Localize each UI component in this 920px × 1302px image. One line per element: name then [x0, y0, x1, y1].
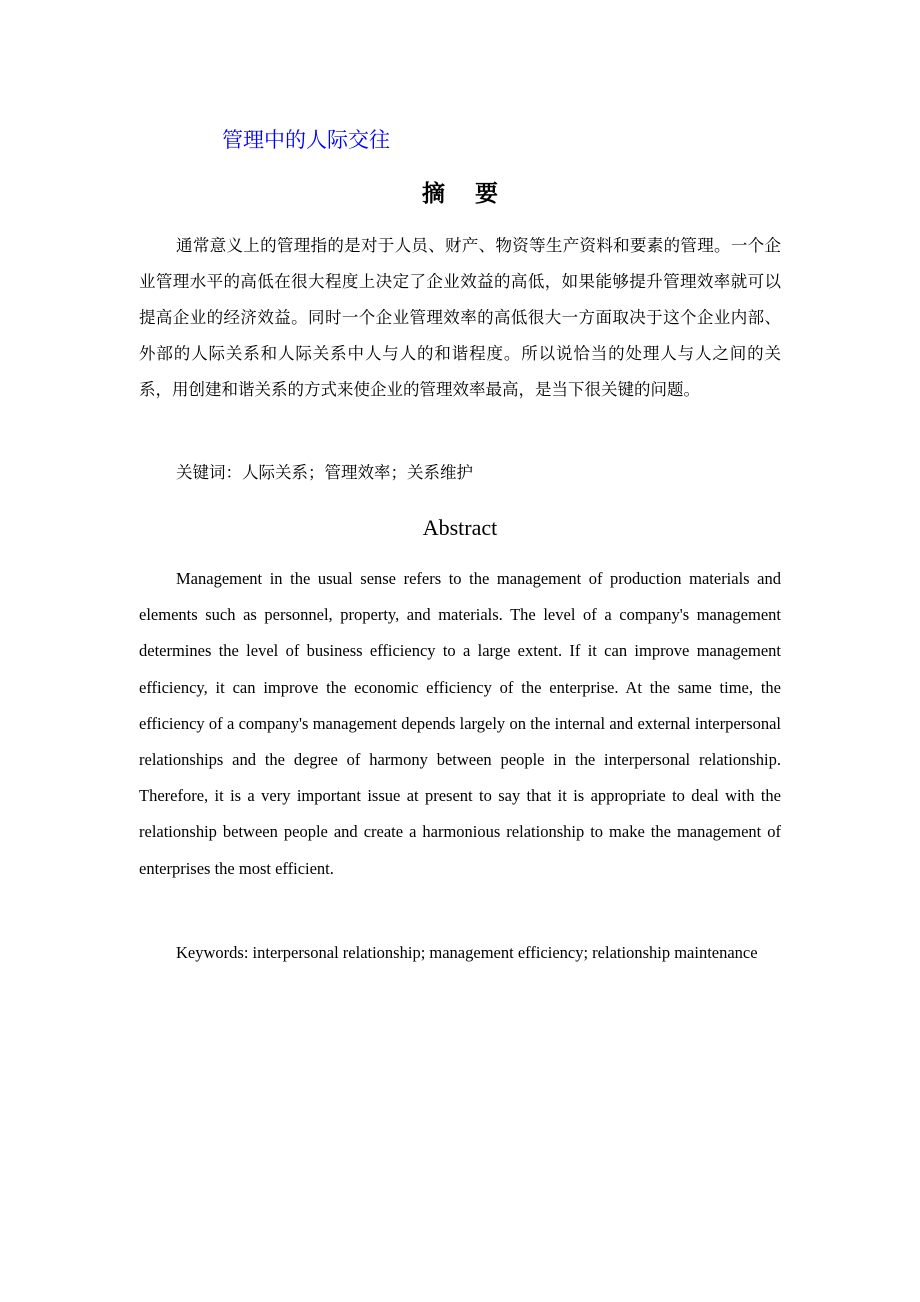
english-abstract-body: Management in the usual sense refers to the management of production materials and elements such as personnel, property, and materials. The level of a company's management determines the level of business efficiency to a large extent. If it can improve management efficiency, it can improve the economic efficiency of the enterprise. At the same time, the efficiency of a company's management depends largely on the internal and external interpersonal relationships and the degree of harmony between people in the interpersonal relationship. Therefore, it is a very important issue at present to say that it is appropriate to deal with the relationship between people and create a harmonious relationship to make the management of enterprises the most efficient.	[139, 569, 781, 878]
chinese-abstract-heading: 摘要	[422, 180, 528, 207]
chinese-abstract-body: 通常意义上的管理指的是对于人员、财产、物资等生产资料和要素的管理。一个企业管理水平的高低在很大程度上决定了企业效益的高低，如果能够提升管理效率就可以提高企业的经济效益。同时一个企业管理效率的高低很大一方面取决于这个企业内部、外部的人际关系和人际关系中人与人的和谐程度。所以说恰当的处理人与人之间的关系，用创建和谐关系的方式来使企业的管理效率最高，是当下很关键的问题。	[139, 236, 781, 399]
english-abstract-heading: Abstract	[422, 515, 498, 540]
chinese-keywords: 关键词：人际关系；管理效率；关系维护	[176, 463, 473, 482]
english-keywords: Keywords: interpersonal relationship; management efficiency; relationship maintenance	[176, 943, 758, 962]
document-title: 管理中的人际交往	[222, 128, 390, 152]
